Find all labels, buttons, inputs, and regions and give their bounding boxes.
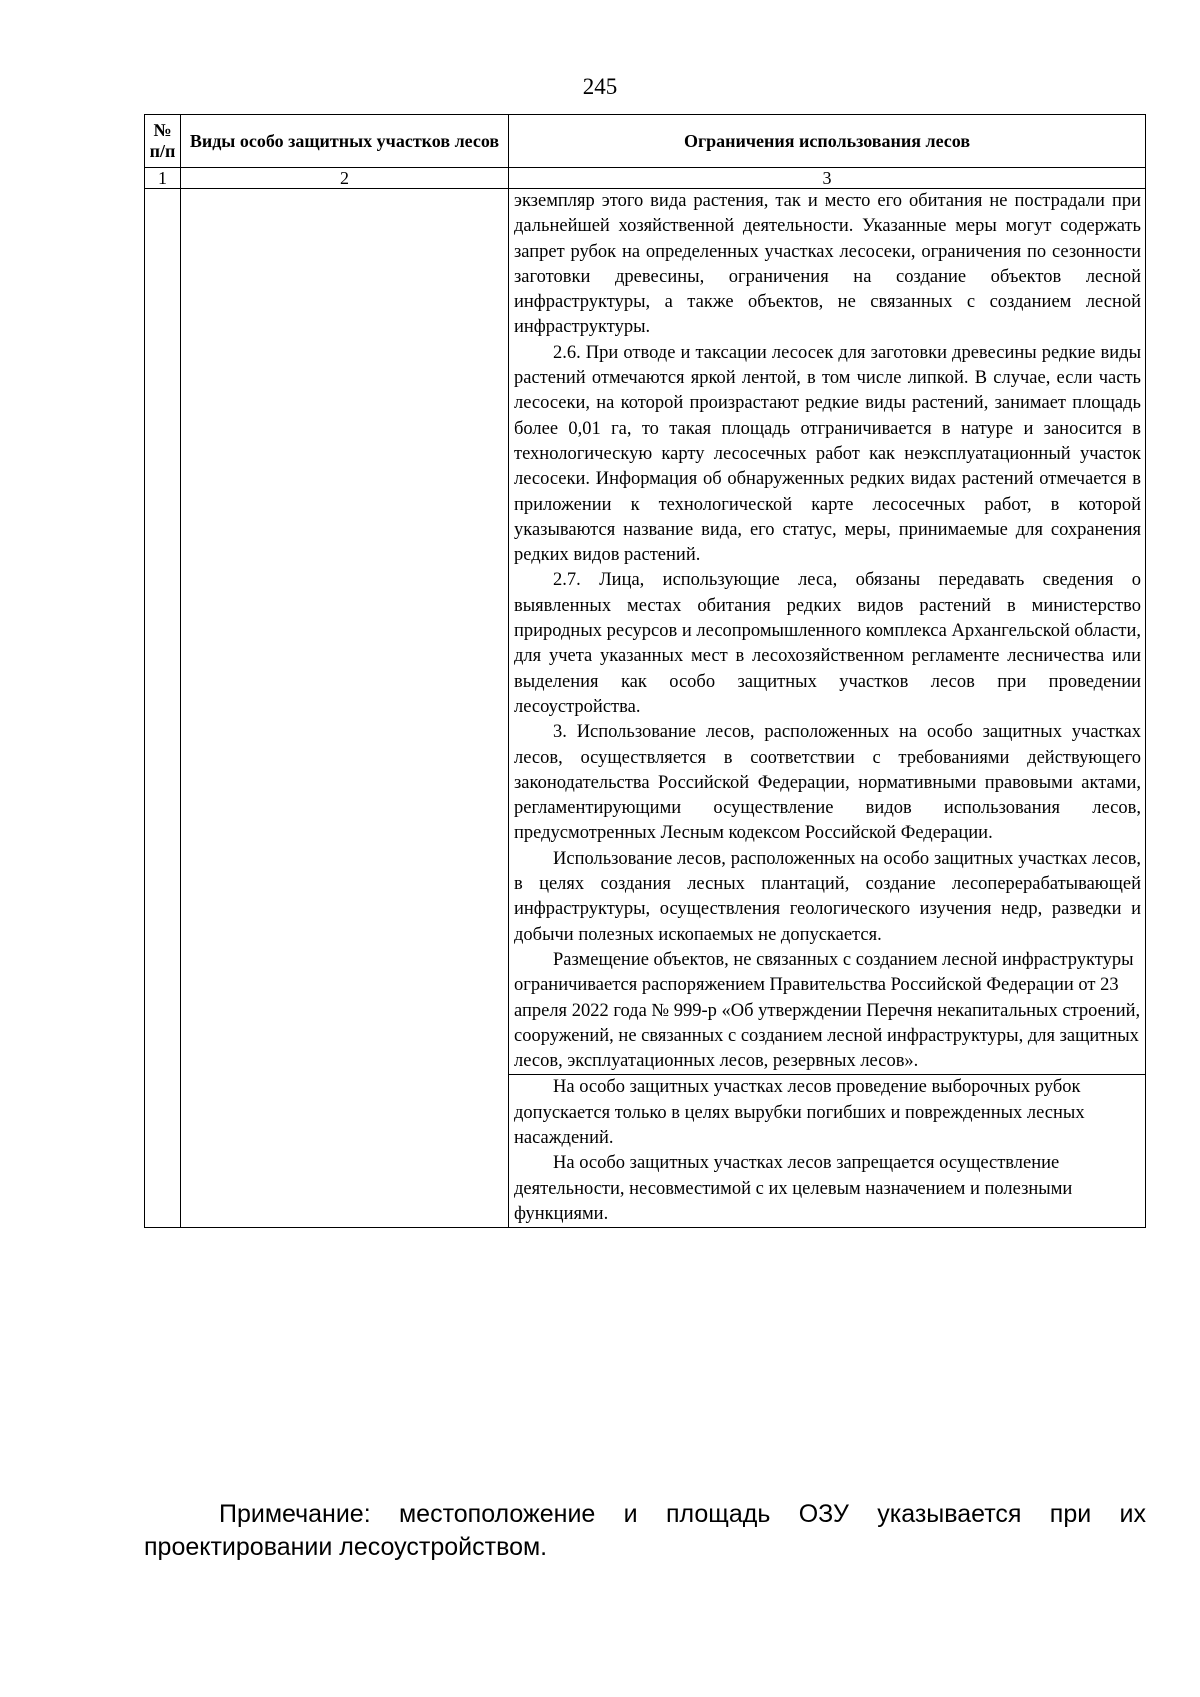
paragraph: На особо защитных участках лесов проведение выборочных рубок допускается только в целях вырубки погибших и поврежденных лесных насаждений. <box>514 1077 1085 1148</box>
paragraph: Размещение объектов, не связанных с созданием лесной инфраструктуры ограничивается распоряжением Правительства Российской Федерации от 23 апреля 2022 года № 999-р «Об утверждении Перечня некапитальных строений, сооружений, не связанных с созданием лесной инфраструктуры, для защитных лесов, эксплуатационных лесов, резервных лесов». <box>514 949 1141 1072</box>
paragraph: На особо защитных участках лесов запрещается осуществление деятельности, несовместимой с их целевым назначением и полезными функциями. <box>514 1153 1073 1224</box>
paragraph: 3. Использование лесов, расположенных на особо защитных участках лесов, осуществляется в соответствии с требованиями действующего законодательства Российской Федерации, нормативными правовыми актами, регламентирующими осуществление видов использования лесов, предусмотренных Лесным кодексом Российской Федерации. <box>514 722 1141 844</box>
restrictions-text <box>509 1075 1145 1227</box>
restrictions-cell <box>509 1075 1146 1228</box>
restrictions-table <box>144 114 1146 1228</box>
column-number-row <box>145 168 1146 189</box>
header-restrictions: Ограничения использования лесов <box>509 115 1146 168</box>
footnote: Примечание: местоположение и площадь ОЗУ указывается при их проектировании лесоустройством. <box>144 1500 1146 1561</box>
page-number: 245 <box>582 74 618 99</box>
paragraph: 2.7. Лица, использующие леса, обязаны передавать сведения о выявленных местах обитания редких видов растений в министерство природных ресурсов и лесопромышленного комплекса Архангельской области, для учета указанных мест в лесохозяйственном регламенте лесничества или выделения как особо защитных участков лесов при проведении лесоустройства. <box>514 570 1141 717</box>
header-number: № п/п <box>145 115 181 168</box>
table-header-row <box>145 115 1146 168</box>
column-number: 1 <box>145 168 181 189</box>
column-number: 2 <box>181 168 509 189</box>
paragraph: экземпляр этого вида растения, так и место его обитания не пострадали при дальнейшей хозяйственной деятельности. Указанные меры могут содержать запрет рубок на определенных участках лесосеки, ограничения по сезонности заготовки древесины, ограничения на создание объектов лесной инфраструктуры, а также объектов, не связанных с созданием лесной инфраструктуры. <box>514 191 1141 338</box>
column-number: 3 <box>509 168 1146 189</box>
header-forest-type: Виды особо защитных участков лесов <box>181 115 509 168</box>
paragraph: 2.6. При отводе и таксации лесосек для заготовки древесины редкие виды растений отмечаются яркой лентой, в том числе липкой. В случае, если часть лесосеки, на которой произрастают редкие виды растений, занимает площадь более 0,01 га, то такая площадь отграничивается в натуре и заносится в технологическую карту лесосечных работ как неэксплуатационный участок лесосеки. Информация об обнаруженных редких видах растений отмечается в приложении к технологической карте лесосечных работ, в которой указываются название вида, его статус, меры, принимаемые для сохранения редких видов растений. <box>514 342 1141 566</box>
paragraph: Использование лесов, расположенных на особо защитных участках лесов, в целях создания лесных плантаций, создание лесоперерабатывающей инфраструктуры, осуществления геологического изучения недр, разведки и добычи полезных ископаемых не допускается. <box>514 848 1141 945</box>
row-number-cell <box>145 189 181 1228</box>
forest-type-cell <box>181 189 509 1228</box>
table-row <box>145 189 1146 1075</box>
restrictions-text <box>509 189 1145 1074</box>
restrictions-cell <box>509 189 1146 1075</box>
